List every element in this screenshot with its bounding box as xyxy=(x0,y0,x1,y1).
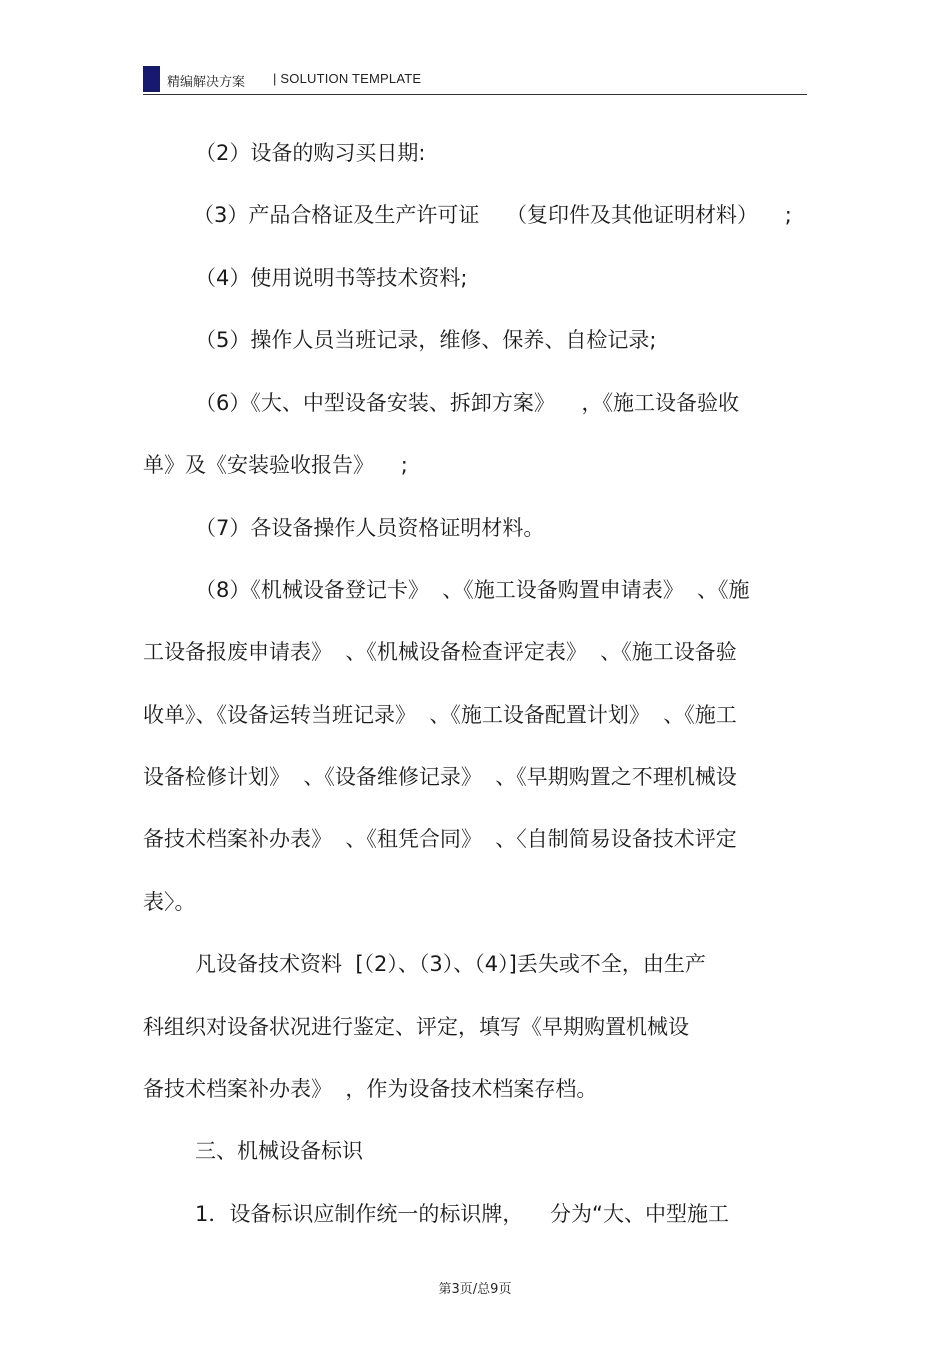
text-line: 收单》、《设备运转当班记录》 、《施工设备配置计划》 、《施工 xyxy=(143,703,737,727)
page-number: 第3页/总9页 xyxy=(438,1282,512,1297)
text-line: 1．设备标识应制作统一的标识牌， 分为“大、中型施工 xyxy=(195,1202,729,1226)
text-line: （5）操作人员当班记录，维修、保养、自检记录; xyxy=(195,328,657,352)
text-line: 设备检修计划》 、《设备维修记录》 、《早期购置之不理机械设 xyxy=(143,765,737,789)
section-heading: 三、机械设备标识 xyxy=(195,1139,363,1163)
header-brand: 精编解决方案 xyxy=(167,75,246,90)
text-line: 备技术档案补办表》 、《租凭合同》 、〈自制简易设备技术评定 xyxy=(143,827,737,851)
text-line: 单》及《安装验收报告》 ; xyxy=(143,453,408,477)
text-line: （4）使用说明书等技术资料; xyxy=(195,266,468,290)
page-header xyxy=(143,66,807,94)
text-line: 工设备报废申请表》 、《机械设备检查评定表》 、《施工设备验 xyxy=(143,640,737,664)
text-line: 凡设备技术资料 [（2）、（3）、（4）]丢失或不全，由生产 xyxy=(195,952,706,976)
header-tagline: | SOLUTION TEMPLATE xyxy=(273,71,422,86)
text-line: （2）设备的购习买日期: xyxy=(195,141,426,165)
text-line: （6）《大、中型设备安装、拆卸方案》 ，《施工设备验收 xyxy=(195,391,740,415)
text-line: （8）《机械设备登记卡》 、《施工设备购置申请表》 、《施 xyxy=(195,578,750,602)
text-line: （7）各设备操作人员资格证明材料。 xyxy=(195,516,545,540)
text-line: 科组织对设备状况进行鉴定、评定，填写《早期购置机械设 xyxy=(143,1015,689,1039)
text-line: （3）产品合格证及生产许可证 （复印件及其他证明材料） ; xyxy=(193,203,792,227)
text-line: 备技术档案补办表》 ，作为设备技术档案存档。 xyxy=(143,1077,598,1101)
text-line: 表〉。 xyxy=(143,890,196,914)
logo-icon xyxy=(143,66,160,92)
header-divider xyxy=(143,94,807,95)
